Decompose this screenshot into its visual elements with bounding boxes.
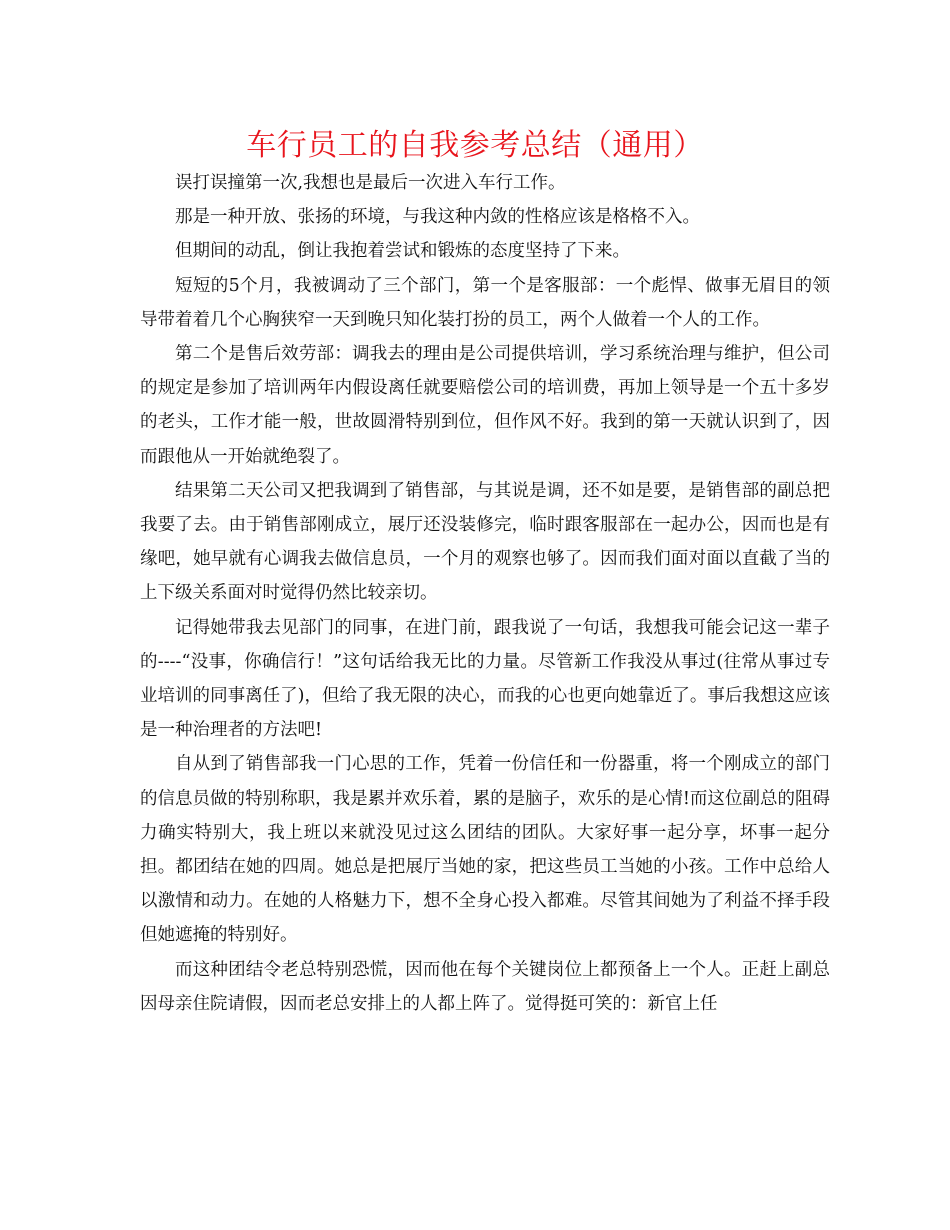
paragraph: 短短的5个月，我被调动了三个部门，第一个是客服部：一个彪悍、做事无眉目的领导带着着几个心胸狭窄一天到晚只知化装打扮的员工，两个人做着一个人的工作。 <box>140 275 830 330</box>
paragraph: 而这种团结令老总特别恐慌，因而他在每个关键岗位上都预备上一个人。正赶上副总因母亲住院请假，因而老总安排上的人都上阵了。觉得挺可笑的：新官上任 <box>140 959 830 1014</box>
paragraph: 那是一种开放、张扬的环境，与我这种内敛的性格应该是格格不入。 <box>175 207 700 228</box>
paragraph: 误打误撞第一次,我想也是最后一次进入车行工作。 <box>175 173 566 193</box>
document-title: 车行员工的自我参考总结（通用） <box>246 128 704 163</box>
document-body <box>140 166 830 1021</box>
paragraph: 第二个是售后效劳部：调我去的理由是公司提供培训，学习系统治理与维护，但公司的规定是参加了培训两年内假设离任就要赔偿公司的培训费，再加上领导是一个五十多岁的老头，工作才能一般，世故圆滑特别到位，但作风不好。我到的第一天就认识到了，因而跟他从一开始就绝裂了。 <box>140 344 830 467</box>
paragraph: 自从到了销售部我一门心思的工作，凭着一份信任和一份器重，将一个刚成立的部门的信息员做的特别称职，我是累并欢乐着，累的是脑子，欢乐的是心情!而这位副总的阻碍力确实特别大，我上班以来就没见过这么团结的团队。大家好事一起分享，坏事一起分担。都团结在她的四周。她总是把展厅当她的家，把这些员工当她的小孩。工作中总给人以激情和动力。在她的人格魅力下，想不全身心投入都难。尽管其间她为了利益不择手段但她遮掩的特别好。 <box>140 754 830 946</box>
paragraph: 但期间的动乱，倒让我抱着尝试和锻炼的态度坚持了下来。 <box>175 241 630 262</box>
paragraph: 记得她带我去见部门的同事，在进门前，跟我说了一句话，我想我可能会记这一辈子的----“没事，你确信行！”这句话给我无比的力量。尽管新工作我没从事过(往常从事过专业培训的同事离任了)，但给了我无限的决心，而我的心也更向她靠近了。事后我想这应该是一种治理者的方法吧! <box>140 617 830 741</box>
paragraph: 结果第二天公司又把我调到了销售部，与其说是调，还不如是要，是销售部的副总把我要了去。由于销售部刚成立，展厅还没装修完，临时跟客服部在一起办公，因而也是有缘吧，她早就有心调我去做信息员，一个月的观察也够了。因而我们面对面以直截了当的上下级关系面对时觉得仍然比较亲切。 <box>140 480 830 604</box>
